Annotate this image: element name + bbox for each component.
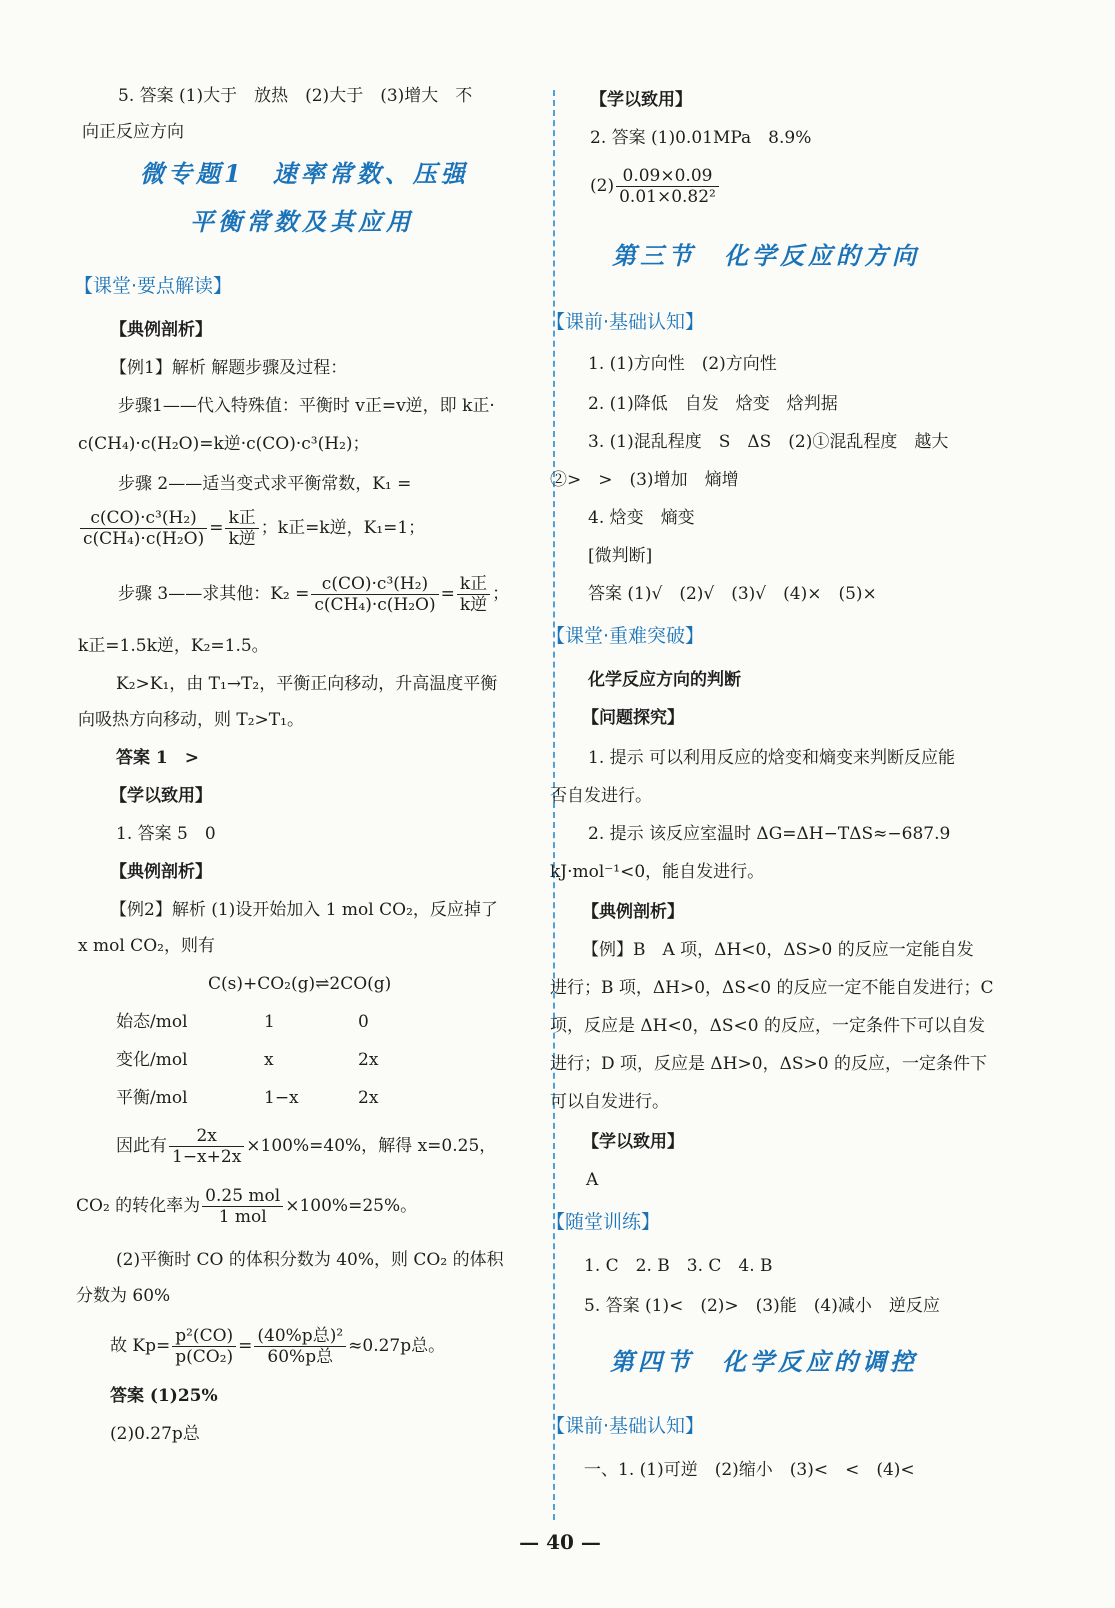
part2-line2: 分数为 60% <box>76 1286 171 1306</box>
step1-line1: 步骤1——代入特殊值：平衡时 v正=v逆，即 k正· <box>118 396 495 416</box>
fraction-kp2: $\frac{\text{(40\%p总)²}}{\text{60\%p总}}$ <box>254 1326 346 1367</box>
basic-3-line1: 3. (1)混乱程度 S ΔS (2)①混乱程度 越大 <box>588 432 949 452</box>
example1-answer: 答案 1 > <box>116 748 199 768</box>
table-cell: 1 <box>264 1012 275 1032</box>
subheading-apply-right-2: 【学以致用】 <box>582 1132 684 1152</box>
step2-formula: $\frac{\text{c(CO)·c³(H₂)}}{\text{c(CH₄)·c(H₂O)}}$ = $\frac{\text{k正}}{\text{k逆}}$ ；k正=k逆，K₁=1； <box>78 508 425 549</box>
last-line: 一、1. (1)可逆 (2)缩小 (3)< < (4)< <box>584 1460 915 1480</box>
fraction-k2: $\frac{\text{c(CO)·c³(H₂)}}{\text{c(CH₄)·c(H₂O)}}$ <box>311 574 438 615</box>
hint-1-line1: 1. 提示 可以利用反应的焓变和熵变来判断反应能 <box>588 748 956 768</box>
hint-1-line2: 否自发进行。 <box>550 786 652 806</box>
example-line2: 进行；B 项，ΔH>0，ΔS<0 的反应一定不能自发进行；C <box>550 978 994 998</box>
example2-answer-1: 答案 (1)25% <box>110 1386 218 1406</box>
subheading-example-right: 【典例剖析】 <box>582 902 684 922</box>
example1-intro: 【例1】解析 解题步骤及过程： <box>110 358 348 378</box>
fraction-kratio-2: $\frac{\text{k正}}{\text{k逆}}$ <box>457 574 490 615</box>
example2-answer-2: (2)0.27p总 <box>110 1424 200 1444</box>
table-cell: 0 <box>358 1012 369 1032</box>
k-compare-line2: 向吸热方向移动，则 T₂>T₁。 <box>78 710 304 730</box>
section-heading-key: 【课堂·重难突破】 <box>546 625 705 647</box>
solve-x-formula: 因此有 $\frac{2x}{1-x+2x}$ ×100%=40%，解得 x=0.25， <box>116 1126 497 1167</box>
example-line5: 可以自发进行。 <box>550 1092 669 1112</box>
micro-judgment: [微判断] <box>588 546 653 566</box>
answer-5: 5. 答案 (1)大于 放热 (2)大于 (3)增大 不 <box>118 86 473 106</box>
hint-2-line2: kJ·mol⁻¹<0，能自发进行。 <box>550 862 765 882</box>
table-row-equilibrium: 平衡/mol <box>116 1088 188 1108</box>
apply-answer-A: A <box>586 1170 599 1190</box>
conversion-formula: CO₂ 的转化率为 $\frac{\text{0.25 mol}}{\text{1 mol}}$ ×100%=25%。 <box>76 1186 418 1227</box>
kp-formula: 故 Kp= $\frac{\text{p²(CO)}}{\text{p(CO₂)}}$ = $\frac{\text{(40\%p总)²}}{\text{60\%p总}}$ ≈0.27p总。 <box>110 1326 446 1367</box>
fraction-kratio: $\frac{\text{k正}}{\text{k逆}}$ <box>225 508 258 549</box>
example2-line1: 【例2】解析 (1)设开始加入 1 mol CO₂，反应掉了 <box>110 900 498 920</box>
hint-2-line1: 2. 提示 该反应室温时 ΔG=ΔH−TΔS≈−687.9 <box>588 824 951 844</box>
k-compare-line1: K₂>K₁，由 T₁→T₂，平衡正向移动，升高温度平衡 <box>116 674 498 694</box>
fraction-k1: $\frac{\text{c(CO)·c³(H₂)}}{\text{c(CH₄)·c(H₂O)}}$ <box>80 508 207 549</box>
micro-judgment-answer: 答案 (1)√ (2)√ (3)√ (4)× (5)× <box>588 584 877 604</box>
fraction-answer2: $\frac{0.09\times 0.09}{\text{0.01×0.82²}}$ <box>616 166 719 207</box>
example-line4: 进行；D 项，反应是 ΔH>0，ΔS>0 的反应，一定条件下 <box>550 1054 987 1074</box>
subheading-example: 【典例剖析】 <box>110 320 212 340</box>
step1-line2: c(CH₄)·c(H₂O)=k逆·c(CO)·c³(H₂)； <box>78 434 370 454</box>
subheading-apply: 【学以致用】 <box>110 786 212 806</box>
reaction-equation: C(s)+CO₂(g)⇌2CO(g) <box>208 974 392 994</box>
step2-line1: 步骤 2——适当变式求平衡常数，K₁ = <box>118 474 412 494</box>
basic-2: 2. (1)降低 自发 焓变 焓判据 <box>588 394 838 414</box>
apply-answer-1: 1. 答案 5 0 <box>116 824 216 844</box>
section-title-4: 第四节 化学反应的调控 <box>610 1347 918 1376</box>
section-heading-preclass-2: 【课前·基础认知】 <box>546 1415 705 1437</box>
apply-answer-2-fraction: (2) $\frac{0.09\times 0.09}{\text{0.01×0.82²}}$ <box>590 166 721 207</box>
fraction-volume: $\frac{2x}{1-x+2x}$ <box>169 1126 244 1167</box>
basic-4: 4. 焓变 熵变 <box>588 508 695 528</box>
subheading-apply-right: 【学以致用】 <box>590 90 692 110</box>
fraction-kp1: $\frac{\text{p²(CO)}}{\text{p(CO₂)}}$ <box>172 1326 236 1367</box>
step3-result: k正=1.5k逆，K₂=1.5。 <box>78 636 269 656</box>
topic-title-line2: 平衡常数及其应用 <box>190 207 414 236</box>
section-title-3: 第三节 化学反应的方向 <box>612 241 920 270</box>
section-heading-class: 【课堂·要点解读】 <box>74 275 233 297</box>
topic-title-line1: 微专题1 速率常数、压强 <box>140 159 469 188</box>
table-row-initial: 始态/mol <box>116 1012 188 1032</box>
table-row-change: 变化/mol <box>116 1050 188 1070</box>
basic-3-line2: ②> > (3)增加 熵增 <box>550 470 739 490</box>
part2-line1: (2)平衡时 CO 的体积分数为 40%，则 CO₂ 的体积 <box>116 1250 504 1270</box>
table-cell: x <box>264 1050 274 1070</box>
practice-answers-2: 5. 答案 (1)< (2)> (3)能 (4)减小 逆反应 <box>584 1296 940 1316</box>
practice-answers-1: 1. C 2. B 3. C 4. B <box>584 1256 773 1276</box>
step3-formula: 步骤 3——求其他：K₂ = $\frac{\text{c(CO)·c³(H₂)}}{\text{c(CH₄)·c(H₂O)}}$ = $\frac{\text{k正}}{\text{k逆}}$ ； <box>118 574 510 615</box>
answer-5-cont: 向正反应方向 <box>82 122 184 142</box>
table-cell: 2x <box>358 1050 379 1070</box>
page-number: — 40 — <box>519 1530 601 1554</box>
fraction-conversion: $\frac{\text{0.25 mol}}{\text{1 mol}}$ <box>202 1186 283 1227</box>
subheading-example-2: 【典例剖析】 <box>110 862 212 882</box>
table-cell: 1−x <box>264 1088 299 1108</box>
section-heading-preclass: 【课前·基础认知】 <box>546 311 705 333</box>
example-line1: 【例】B A 项，ΔH<0，ΔS>0 的反应一定能自发 <box>582 940 974 960</box>
example-line3: 项，反应是 ΔH<0，ΔS<0 的反应，一定条件下可以自发 <box>550 1016 985 1036</box>
table-cell: 2x <box>358 1088 379 1108</box>
topic-heading: 化学反应方向的判断 <box>588 670 741 690</box>
apply-answer-2: 2. 答案 (1)0.01MPa 8.9% <box>590 128 812 148</box>
section-heading-practice: 【随堂训练】 <box>546 1211 661 1233</box>
subheading-inquiry: 【问题探究】 <box>582 708 684 728</box>
example2-line2: x mol CO₂，则有 <box>78 936 215 956</box>
basic-1: 1. (1)方向性 (2)方向性 <box>588 354 777 374</box>
